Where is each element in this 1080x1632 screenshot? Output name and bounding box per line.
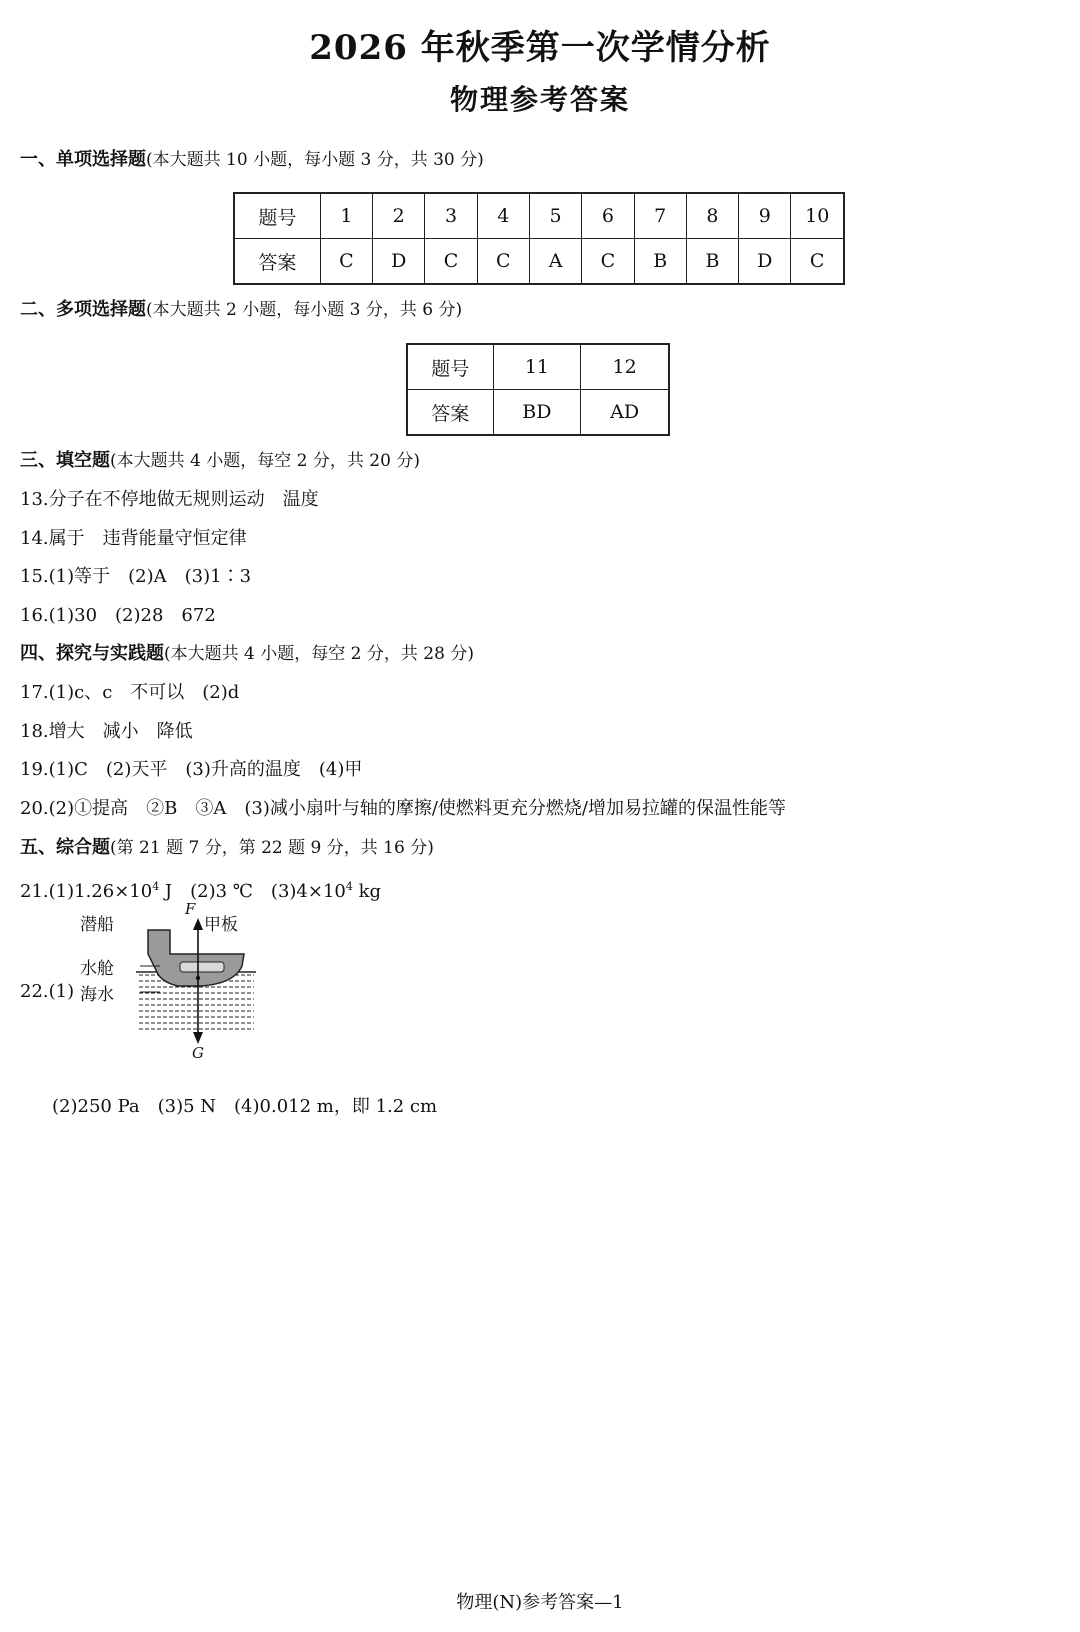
table-cell: 4 [477, 193, 529, 239]
row-label-number: 题号 [234, 193, 320, 239]
label-submarine: 潜船 [80, 915, 114, 935]
gravity-arrow-head [193, 1032, 203, 1044]
table-cell: 2 [373, 193, 425, 239]
table-cell: 6 [582, 193, 634, 239]
row-label-answer: 答案 [407, 390, 493, 436]
table-cell: C [477, 239, 529, 285]
label-sea-water: 海水 [80, 985, 114, 1005]
page-title: 2026 年秋季第一次学情分析 [309, 28, 771, 68]
answer-line-22-rest: (2)250 Pa (3)5 N (4)0.012 m，即 1.2 cm [52, 1096, 438, 1117]
answer-line-22-label: 22.(1) [20, 981, 75, 1002]
section3-title: 三、填空题 [20, 450, 110, 471]
row-label-answer: 答案 [234, 239, 320, 285]
section3-note: (本大题共 4 小题，每空 2 分，共 20 分) [110, 451, 420, 471]
table-cell: C [425, 239, 477, 285]
table-cell: 12 [581, 344, 669, 390]
table-cell: AD [581, 390, 669, 436]
table-cell: B [686, 239, 738, 285]
table-cell: 5 [529, 193, 581, 239]
submarine-force-diagram [20, 900, 260, 1078]
page-subtitle: 物理参考答案 [449, 83, 630, 116]
label-water-tank: 水舱 [80, 959, 114, 979]
table-cell: D [373, 239, 425, 285]
table-cell: 8 [686, 193, 738, 239]
section1-note: (本大题共 10 小题，每小题 3 分，共 30 分) [146, 150, 484, 170]
page-footer: 物理(N)参考答案—1 [456, 1592, 624, 1613]
section4-title: 四、探究与实践题 [20, 643, 164, 664]
section4-note: (本大题共 4 小题，每空 2 分，共 28 分) [164, 644, 474, 664]
water-tank [180, 962, 224, 972]
section1-answer-table [233, 192, 845, 285]
answer-line-15: 15.(1)等于 (2)A (3)1∶3 [20, 566, 252, 587]
table-row-numbers [407, 344, 669, 390]
center-point [196, 976, 200, 980]
q21-exponent-2: 4 [345, 880, 353, 893]
section2-heading [20, 298, 462, 322]
q21-part-c: kg [352, 881, 382, 902]
table-cell: 10 [791, 193, 844, 239]
section1-title: 一、单项选择题 [20, 149, 146, 170]
buoyancy-arrow-head [193, 918, 203, 930]
answer-line-21 [20, 875, 381, 904]
label-deck: 甲板 [204, 915, 238, 935]
section1-heading [20, 148, 484, 172]
section5-heading [20, 836, 434, 860]
answer-line-17: 17.(1)c、c 不可以 (2)d [20, 682, 240, 703]
answer-line-14: 14.属于 违背能量守恒定律 [20, 528, 247, 549]
force-diagram-drawing [20, 918, 260, 1078]
row-label-number: 题号 [407, 344, 493, 390]
table-row-answers [234, 239, 844, 285]
section2-answer-table [406, 343, 670, 436]
table-cell: 11 [493, 344, 581, 390]
table-cell: 1 [320, 193, 372, 239]
section5-note: (第 21 题 7 分，第 22 题 9 分，共 16 分) [110, 838, 434, 858]
answer-line-20: 20.(2)①提高 ②B ③A (3)减小扇叶与轴的摩擦/使燃料更充分燃烧/增加易拉罐的保温性能等 [20, 798, 786, 819]
section2-note: (本大题共 2 小题，每小题 3 分，共 6 分) [146, 300, 463, 320]
table-cell: B [634, 239, 686, 285]
table-row-numbers [234, 193, 844, 239]
answer-line-18: 18.增大 减小 降低 [20, 721, 193, 742]
label-force-f: F [185, 900, 196, 918]
section3-heading [20, 449, 420, 473]
table-row-answers [407, 390, 669, 436]
q21-part-b: J (2)3 ℃ (3)4×10 [159, 881, 346, 902]
section5-title: 五、综合题 [20, 837, 110, 858]
table-cell: C [582, 239, 634, 285]
answer-line-13: 13.分子在不停地做无规则运动 温度 [20, 489, 319, 510]
table-cell: C [320, 239, 372, 285]
table-cell: D [739, 239, 791, 285]
q21-part-a: 21.(1)1.26×10 [20, 881, 153, 902]
table-cell: A [529, 239, 581, 285]
table-cell: BD [493, 390, 581, 436]
section4-heading [20, 642, 474, 666]
q21-exponent-1: 4 [152, 880, 160, 893]
answer-line-19: 19.(1)C (2)天平 (3)升高的温度 (4)甲 [20, 759, 363, 780]
table-cell: C [791, 239, 844, 285]
answer-line-16: 16.(1)30 (2)28 672 [20, 605, 216, 626]
table-cell: 9 [739, 193, 791, 239]
section2-title: 二、多项选择题 [20, 299, 146, 320]
label-gravity-g: G [192, 1044, 204, 1062]
table-cell: 3 [425, 193, 477, 239]
table-cell: 7 [634, 193, 686, 239]
